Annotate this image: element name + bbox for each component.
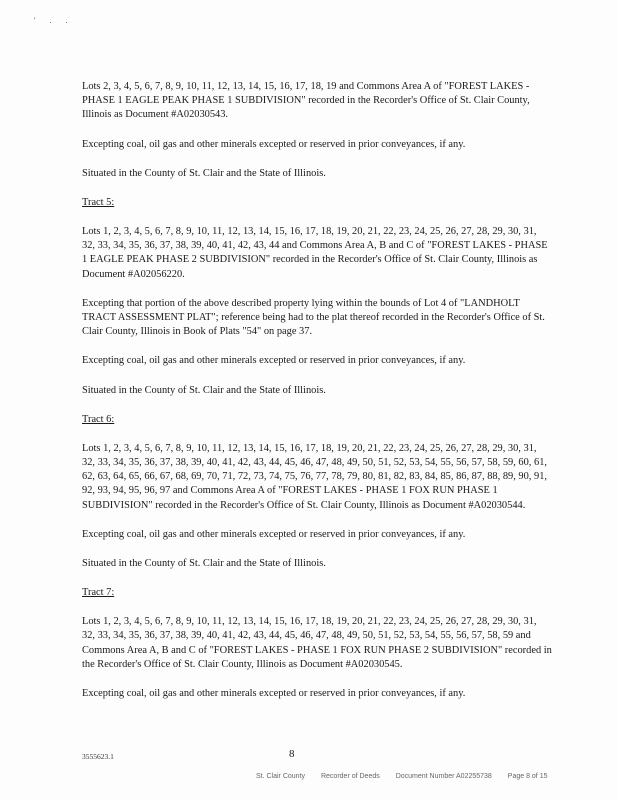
tract-7-heading: Tract 7: xyxy=(82,587,115,599)
tract-6-heading: Tract 6: xyxy=(82,413,115,425)
tract-5-heading: Tract 5: xyxy=(82,197,115,209)
tract-4-location: Situated in the County of St. Clair and the State of Illinois. xyxy=(82,167,326,179)
tract-5-mineral-exception: Excepting coal, oil gas and other minerals excepted or reserved in prior conveyances, if any. xyxy=(82,355,466,367)
document-body xyxy=(82,80,552,701)
tract-4-lots-paragraph: Lots 2, 3, 4, 5, 6, 7, 8, 9, 10, 11, 12, 13, 14, 15, 16, 17, 18, 19 and Commons Area A of "FOREST LAKES - PHASE 1 EAGLE PEAK PHASE 1 SUBDIVISION" recorded in the Recorder's Office of St. Clair County, Illinois as Document #A02030543. xyxy=(82,81,530,121)
tract-7-mineral-exception: Excepting coal, oil gas and other minerals excepted or reserved in prior conveyances, if any. xyxy=(82,688,466,700)
tract-5-lots-paragraph: Lots 1, 2, 3, 4, 5, 6, 7, 8, 9, 10, 11, 12, 13, 14, 15, 16, 17, 18, 19, 20, 21, 22, 23, 24, 25, 26, 27, 28, 29, 30, 31, 32, 33, 34, 35, 36, 37, 38, 39, 40, 41, 42, 43, 44 and Commons Area A, B and C of "FOREST LAKES - PHASE 1 EAGLE PEAK PHASE 2 SUBDIVISION" recorded in the Recorder's Office of St. Clair County, Illinois as Document #A02056220. xyxy=(82,226,548,280)
tract-6-mineral-exception: Excepting coal, oil gas and other minerals excepted or reserved in prior conveyances, if any. xyxy=(82,528,466,540)
tract-6-location: Situated in the County of St. Clair and the State of Illinois. xyxy=(82,558,326,570)
tract-5-landholt-exception: Excepting that portion of the above described property lying within the bounds of Lot 4 of "LANDHOLT TRACT ASSESSMENT PLAT"; reference being had to the plat thereof recorded in the Recorder's Office of St. Clair County, Illinois in Book of Plats "54" on page 37. xyxy=(82,297,545,338)
page-number: 8 xyxy=(289,748,295,760)
stamp-page: Page 8 of 15 xyxy=(507,773,548,780)
stamp-recorder: Recorder of Deeds xyxy=(320,773,380,780)
tract-5-location: Situated in the County of St. Clair and the State of Illinois. xyxy=(82,384,326,396)
document-id: 3555623.1 xyxy=(82,752,114,761)
scan-specks: ' . . xyxy=(34,16,74,25)
stamp-county: St. Clair County xyxy=(256,773,306,780)
tract-4-mineral-exception: Excepting coal, oil gas and other minerals excepted or reserved in prior conveyances, if any. xyxy=(82,138,466,150)
stamp-document-number: Document Number A02255738 xyxy=(395,773,492,780)
tract-6-lots-paragraph: Lots 1, 2, 3, 4, 5, 6, 7, 8, 9, 10, 11, 12, 13, 14, 15, 16, 17, 18, 19, 20, 21, 22, 23, 24, 25, 26, 27, 28, 29, 30, 31, 32, 33, 34, 35, 36, 37, 38, 39, 40, 41, 42, 43, 44, 45, 46, 47, 48, 49, 50, 51, 52, 53, 54, 55, 56, 57, 58, 59, 60, 61, 62, 63, 64, 65, 66, 67, 68, 69, 70, 71, 72, 73, 74, 75, 76, 77, 78, 79, 80, 81, 82, 83, 84, 85, 86, 87, 88, 89, 90, 91, 92, 93, 94, 95, 96, 97 and Commons Area A of "FOREST LAKES - PHASE 1 FOX RUN PHASE 1 SUBDIVISION" recorded in the Recorder's Office of St. Clair County, Illinois as Document #A02030544. xyxy=(82,442,547,511)
recorder-stamp xyxy=(256,773,547,780)
tract-7-lots-paragraph: Lots 1, 2, 3, 4, 5, 6, 7, 8, 9, 10, 11, 12, 13, 14, 15, 16, 17, 18, 19, 20, 21, 22, 23, 24, 25, 26, 27, 28, 29, 30, 31, 32, 33, 34, 35, 36, 37, 38, 39, 40, 41, 42, 43, 44, 45, 46, 47, 48, 49, 50, 51, 52, 53, 54, 55, 56, 57, 58, 59 and Commons Area A, B and C of "FOREST LAKES - PHASE 1 FOX RUN PHASE 2 SUBDIVISION" recorded in the Recorder's Office of St. Clair County, Illinois as Document #A02030545. xyxy=(82,616,552,670)
